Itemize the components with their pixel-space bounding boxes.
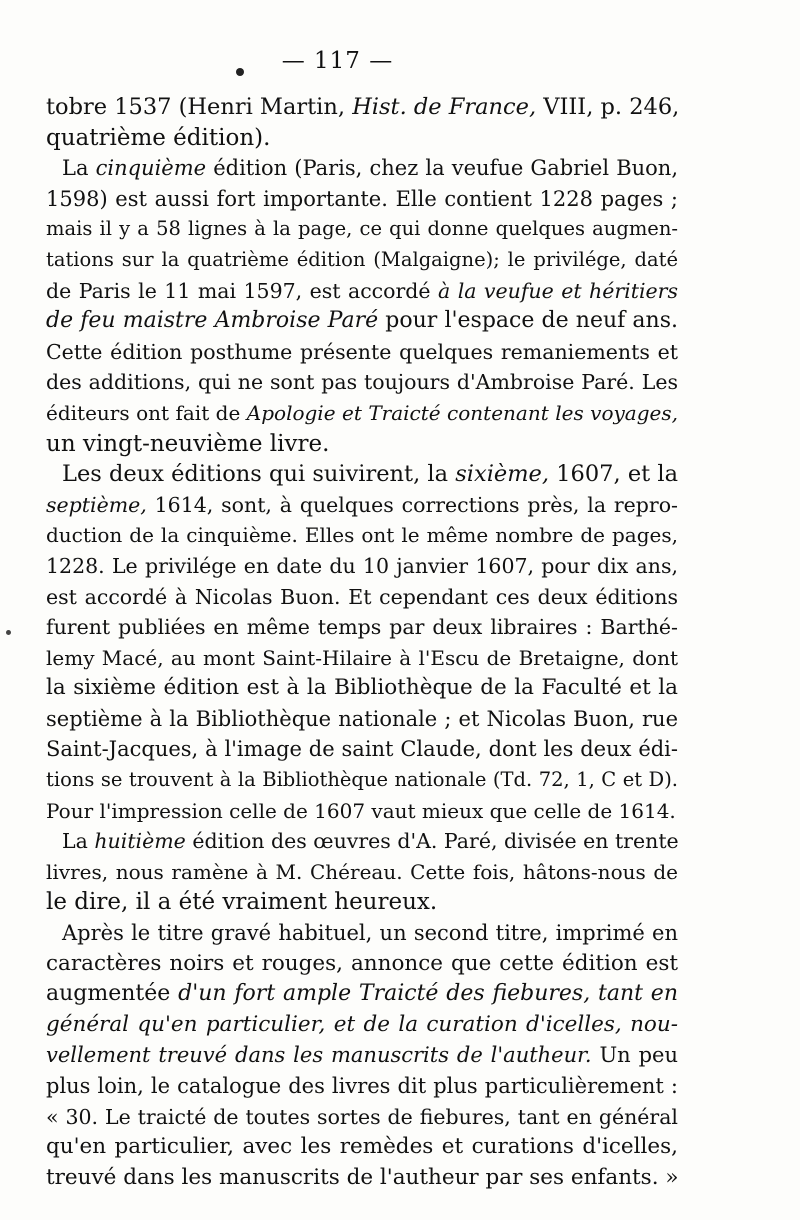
text-segment: Un peu	[591, 1043, 678, 1068]
text-segment: éditeurs ont fait de	[46, 400, 247, 425]
text-line	[46, 429, 678, 460]
text-segment: mais il y a 58 lignes à la page, ce qui donne quelques augmen-	[46, 217, 678, 241]
italic-text: Apologie et Traicté contenant les voyages,	[246, 400, 678, 425]
text-segment: édition (Paris, chez la veufue Gabriel Buon,	[206, 156, 679, 181]
text-line	[46, 1040, 678, 1071]
text-segment: treuvé dans les manuscrits de l'autheur par ses enfants. »	[46, 1164, 679, 1190]
italic-text: général qu'en particulier, et de la curation d'icelles, nou-	[46, 1011, 678, 1037]
text-segment: « 30. Le traicté de toutes sortes de fiebures, tant en général	[46, 1104, 678, 1129]
italic-text: vellement treuvé dans les manuscrits de l'autheur.	[46, 1043, 592, 1068]
text-segment: septième à la Bibliothèque nationale ; et Nicolas Buon, rue	[46, 706, 678, 731]
text-line	[46, 857, 678, 888]
text-segment: est accordé à Nicolas Buon. Et cependant ces deux éditions	[46, 584, 678, 609]
text-segment: La	[62, 829, 95, 854]
text-line	[46, 979, 678, 1010]
text-segment: pour l'espace de neuf ans.	[378, 308, 678, 334]
text-segment: la sixième édition est à la Bibliothèque de la Faculté et la	[46, 675, 678, 701]
text-segment: le dire, il a été vraiment heureux.	[46, 889, 438, 916]
text-segment: tions se trouvent à la Bibliothèque nationale (Td. 72, 1, C et D).	[46, 768, 678, 792]
text-line	[46, 1132, 678, 1163]
text-segment: tations sur la quatrième édition (Malgaigne); le privilége, daté	[46, 247, 678, 271]
text-line	[46, 123, 678, 154]
text-line	[46, 673, 678, 704]
text-segment: 1228. Le privilége en date du 10 janvier 1607, pour dix ans,	[46, 553, 678, 578]
text-segment: plus loin, le catalogue des livres dit plus particulièrement :	[46, 1074, 678, 1098]
italic-text: de feu maistre Ambroise Paré	[46, 308, 379, 334]
text-segment: duction de la cinquième. Elles ont le même nombre de pages,	[46, 523, 678, 548]
text-line	[46, 245, 678, 276]
margin-mark	[6, 630, 11, 635]
text-segment: qu'en particulier, avec les remèdes et curations d'icelles,	[46, 1134, 678, 1160]
text-segment: Cette édition posthume présente quelques remaniements et	[46, 339, 678, 364]
text-line	[46, 1071, 678, 1102]
text-line	[46, 1010, 678, 1041]
text-line	[46, 796, 678, 827]
text-line	[46, 612, 678, 643]
text-segment: 1614, sont, à quelques corrections près, la repro-	[146, 492, 678, 517]
text-segment: Les deux éditions qui suivirent, la	[62, 461, 456, 488]
italic-text: Hist. de France,	[352, 94, 537, 120]
text-segment: lemy Macé, au mont Saint-Hilaire à l'Escu de Bretaigne, dont	[46, 645, 678, 670]
text-line	[46, 184, 678, 215]
text-segment: des additions, qui ne sont pas toujours d'Ambroise Paré. Les	[46, 370, 678, 395]
text-line	[46, 734, 678, 765]
text-segment: Après le titre gravé habituel, un second titre, imprimé en	[62, 921, 678, 946]
text-segment: Saint-Jacques, à l'image de saint Claude, dont les deux édi-	[46, 737, 678, 762]
text-line	[46, 887, 678, 918]
text-segment: VIII, p. 246,	[536, 94, 680, 120]
text-line	[46, 704, 678, 735]
text-line	[46, 276, 678, 307]
italic-text: sixième,	[455, 461, 550, 488]
text-line	[46, 520, 678, 551]
text-segment: de Paris le 11 mai 1597, est accordé	[46, 278, 439, 303]
text-line	[46, 1163, 678, 1194]
text-segment: 1598) est aussi fort importante. Elle contient 1228 pages ;	[46, 186, 678, 211]
text-line	[46, 367, 678, 398]
text-line	[46, 337, 678, 368]
text-line	[46, 459, 678, 490]
text-line	[46, 949, 678, 980]
italic-text: à la veufue et héritiers	[438, 278, 678, 303]
text-line	[46, 765, 678, 796]
text-segment: caractères noirs et rouges, annonce que cette édition est	[46, 950, 678, 976]
text-line	[46, 1102, 678, 1133]
text-line	[46, 826, 678, 857]
text-line	[46, 398, 678, 429]
text-segment: un vingt-neuvième livre.	[46, 430, 330, 457]
text-line	[46, 582, 678, 613]
italic-text: huitième	[94, 829, 186, 854]
text-line	[46, 918, 678, 949]
text-segment: augmentée	[46, 981, 179, 1007]
text-segment: livres, nous ramène à M. Chéreau. Cette fois, hâtons-nous de	[46, 859, 678, 884]
text-line	[46, 214, 678, 245]
text-line	[46, 551, 678, 582]
text-segment: La	[62, 156, 96, 181]
text-segment: édition des œuvres d'A. Paré, divisée en trente	[185, 829, 679, 854]
text-segment: quatrième édition).	[46, 124, 271, 151]
text-segment: tobre 1537 (Henri Martin,	[46, 94, 353, 120]
text-line	[46, 490, 678, 521]
italic-text: d'un fort ample Traicté des fiebures, tant en	[178, 981, 678, 1007]
text-segment: furent publiées en même temps par deux libraires : Barthé-	[46, 615, 678, 640]
page-number: — 117 —	[281, 48, 394, 74]
body-text	[46, 92, 678, 1193]
text-segment: 1607, et la	[549, 461, 679, 488]
italic-text: septième,	[46, 492, 147, 517]
text-line	[46, 153, 678, 184]
text-line	[46, 643, 678, 674]
text-line	[46, 306, 678, 337]
text-line	[46, 92, 678, 123]
italic-text: cinquième	[95, 156, 207, 181]
text-segment: Pour l'impression celle de 1607 vaut mieux que celle de 1614.	[46, 798, 676, 823]
